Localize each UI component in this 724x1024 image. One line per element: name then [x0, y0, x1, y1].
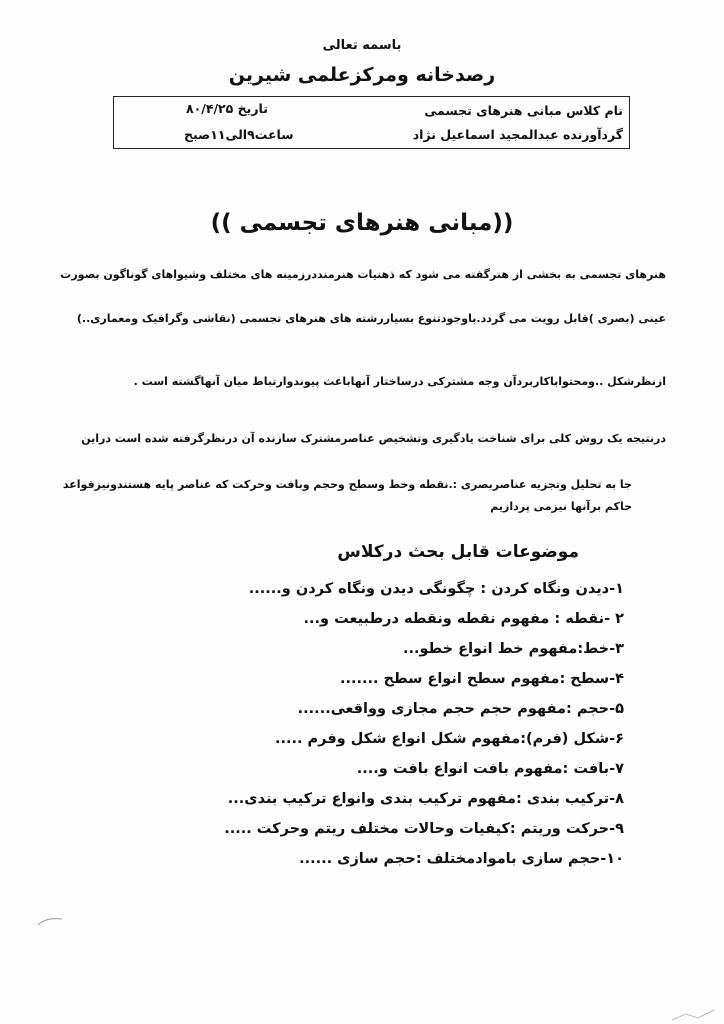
compiler-name: گردآورنده عبدالمجید اسماعیل نژاد: [412, 127, 623, 142]
date-text: تاریخ ۸۰/۴/۲۵: [186, 101, 268, 116]
topic-item: ۹-حرکت وریتم :کیفیات وحالات مختلف ریتم وحرکت .....: [224, 821, 624, 837]
topic-item: ۵-حجم :مفهوم حجم حجم مجازی وواقعی......: [297, 701, 624, 717]
basmala-heading: باسمه تعالی: [322, 38, 402, 53]
topics-heading: موضوعات قابل بحث درکلاس: [337, 542, 579, 562]
paragraph-line: درنتیجه یک روش کلی برای شناخت یادگیری وتشخیص عناصرمشترک سازنده آن درنظرگرفته شده است دراین: [81, 432, 666, 445]
paragraph-line: ازنظرشکل ..ومحتواباکاربردآن وجه مشترکی درساختار آنهاباعث پیوندوارتباط میان آنهاگشته است .: [133, 375, 666, 388]
topic-item: ۱۰-حجم سازی باموادمختلف :حجم سازی ......: [299, 851, 624, 867]
topics-list: [224, 574, 624, 874]
scan-corner-mark: [668, 990, 718, 1024]
topic-item: ۸-ترکیب بندی :مفهوم ترکیب بندی وانواع ترکیب بندی...: [227, 791, 624, 807]
organization-title: رصدخانه ومرکزعلمی شیرین: [228, 64, 496, 86]
topic-item: ۳-خط:مفهوم خط انواع خطو...: [402, 641, 624, 657]
paragraph-line: هنرهای تجسمی به بخشی از هنرگفته می شود که ذهنیات هنرمنددرزمینه های مختلف وشیواهای گوناگون بصورت: [60, 268, 666, 281]
topic-item: ۷-بافت :مفهوم بافت انواع بافت و....: [356, 761, 624, 777]
topic-item: ۲ -نقطه : مفهوم نقطه ونقطه درطبیعت و...: [303, 611, 624, 627]
topic-item: ۴-سطح :مفهوم سطح انواع سطح .......: [339, 671, 624, 687]
course-name: نام کلاس مبانی هنرهای تجسمی: [424, 103, 623, 118]
time-text: ساعت۹الی۱۱صبح: [184, 127, 294, 142]
topic-item: ۶-شکل (فرم):مفهوم شکل انواع شکل وفرم .....: [274, 731, 624, 747]
paragraph-line: جا به تحلیل وتجزیه عناصربصری :.نقطه وخط وسطح وحجم وبافت وحرکت که عناصر پایه هستندونیزقواعد: [62, 478, 632, 491]
paragraph-line: عینی (بصری )قابل رویت می گردد.باوجودتنوع بسیاررشته های هنرهای تجسمی (نقاشی وگرافیک ومعماری..): [76, 312, 666, 325]
topic-item: ۱-دیدن ونگاه کردن : چگونگی دیدن ونگاه کردن و......: [248, 581, 624, 597]
scan-artifact-mark: [36, 915, 66, 927]
paragraph-line: حاکم برآنها نیزمی پردازیم: [490, 500, 632, 513]
document-title: ((مبانی هنرهای تجسمی )): [210, 210, 514, 236]
course-info-box: [113, 96, 630, 149]
